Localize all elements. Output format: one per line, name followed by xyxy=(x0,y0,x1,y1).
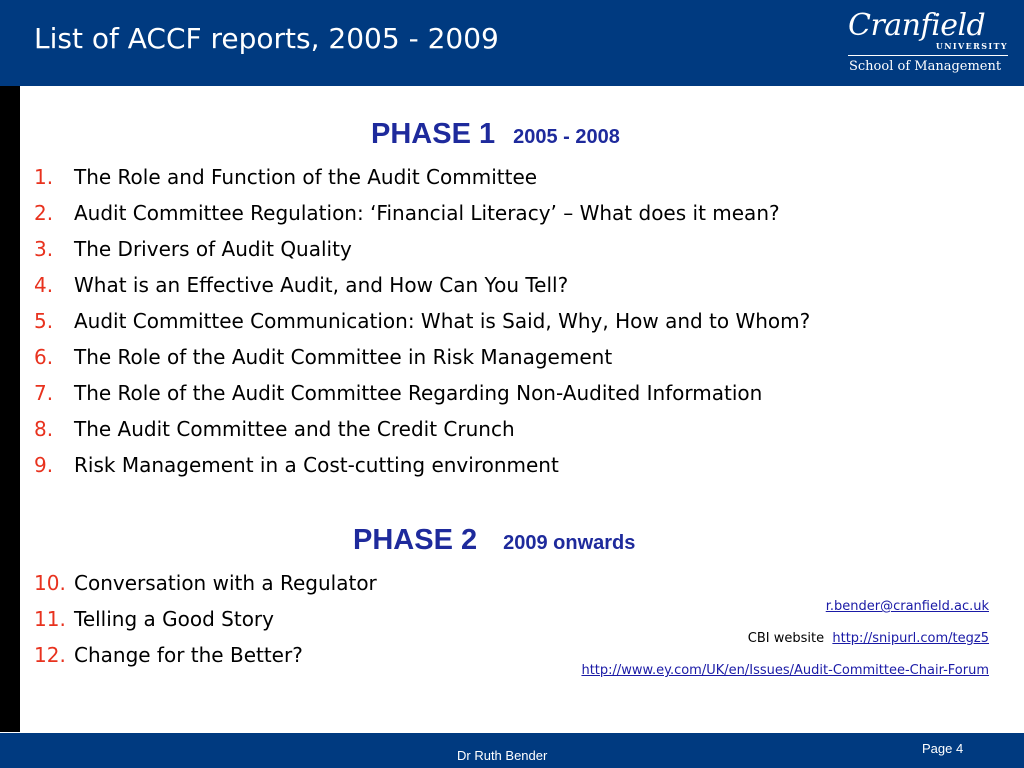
list-item xyxy=(34,270,810,306)
report-title: The Audit Committee and the Credit Crunch xyxy=(74,417,515,441)
logo-school: School of Management xyxy=(849,59,1002,74)
phase1-heading xyxy=(371,118,620,151)
slide-title: List of ACCF reports, 2005 - 2009 xyxy=(34,22,499,55)
list-item xyxy=(34,640,377,676)
report-number: 1. xyxy=(34,165,54,189)
report-title: The Role and Function of the Audit Committee xyxy=(74,165,538,189)
report-title: The Role of the Audit Committee Regarding Non-Audited Information xyxy=(74,381,763,405)
email-link[interactable]: r.bender@cranfield.ac.uk xyxy=(825,599,989,614)
list-item xyxy=(34,198,810,234)
header-bar xyxy=(0,0,1024,86)
report-number: 2. xyxy=(34,201,54,225)
logo-divider xyxy=(848,55,1008,56)
footer-author: Dr Ruth Bender xyxy=(457,748,548,763)
ey-line xyxy=(581,660,989,692)
list-item xyxy=(34,450,810,486)
contact-links xyxy=(581,596,989,692)
report-title: Conversation with a Regulator xyxy=(74,571,377,595)
report-number: 5. xyxy=(34,309,54,333)
list-item xyxy=(34,306,810,342)
logo-name: Cranfield xyxy=(848,8,986,43)
report-number: 6. xyxy=(34,345,54,369)
list-item xyxy=(34,162,810,198)
list-item xyxy=(34,568,377,604)
email-line xyxy=(581,596,989,628)
report-title: Risk Management in a Cost-cutting environment xyxy=(74,453,559,477)
left-accent-bar xyxy=(0,86,20,732)
report-number: 9. xyxy=(34,453,54,477)
cbi-link[interactable]: http://snipurl.com/tegz5 xyxy=(832,631,989,646)
cranfield-logo xyxy=(846,8,1012,80)
cbi-line xyxy=(581,628,989,660)
cbi-label: CBI website xyxy=(747,631,825,646)
report-number: 11. xyxy=(34,607,66,631)
report-number: 4. xyxy=(34,273,54,297)
report-number: 3. xyxy=(34,237,54,261)
phase2-heading xyxy=(353,524,635,557)
list-item xyxy=(34,234,810,270)
report-title: The Role of the Audit Committee in Risk Management xyxy=(74,345,613,369)
list-item xyxy=(34,604,377,640)
logo-university: UNIVERSITY xyxy=(935,41,1008,51)
report-title: Change for the Better? xyxy=(74,643,303,667)
list-item xyxy=(34,342,810,378)
phase1-label: PHASE 1 xyxy=(371,118,496,150)
report-title: Telling a Good Story xyxy=(74,607,274,631)
phase1-report-list xyxy=(34,162,810,486)
report-title: Audit Committee Regulation: ‘Financial Literacy’ – What does it mean? xyxy=(74,201,780,225)
report-number: 12. xyxy=(34,643,66,667)
ey-link[interactable]: http://www.ey.com/UK/en/Issues/Audit-Committee-Chair-Forum xyxy=(581,663,989,678)
list-item xyxy=(34,414,810,450)
report-title: What is an Effective Audit, and How Can You Tell? xyxy=(74,273,569,297)
phase1-years: 2005 - 2008 xyxy=(513,126,620,148)
report-number: 10. xyxy=(34,571,66,595)
list-item xyxy=(34,378,810,414)
report-number: 8. xyxy=(34,417,54,441)
report-title: Audit Committee Communication: What is Said, Why, How and to Whom? xyxy=(74,309,811,333)
phase2-label: PHASE 2 xyxy=(353,524,478,556)
footer-bar xyxy=(0,733,1024,768)
phase2-report-list xyxy=(34,568,377,676)
report-title: The Drivers of Audit Quality xyxy=(74,237,352,261)
phase2-years: 2009 onwards xyxy=(503,532,636,554)
page-number: Page 4 xyxy=(922,741,964,756)
report-number: 7. xyxy=(34,381,54,405)
